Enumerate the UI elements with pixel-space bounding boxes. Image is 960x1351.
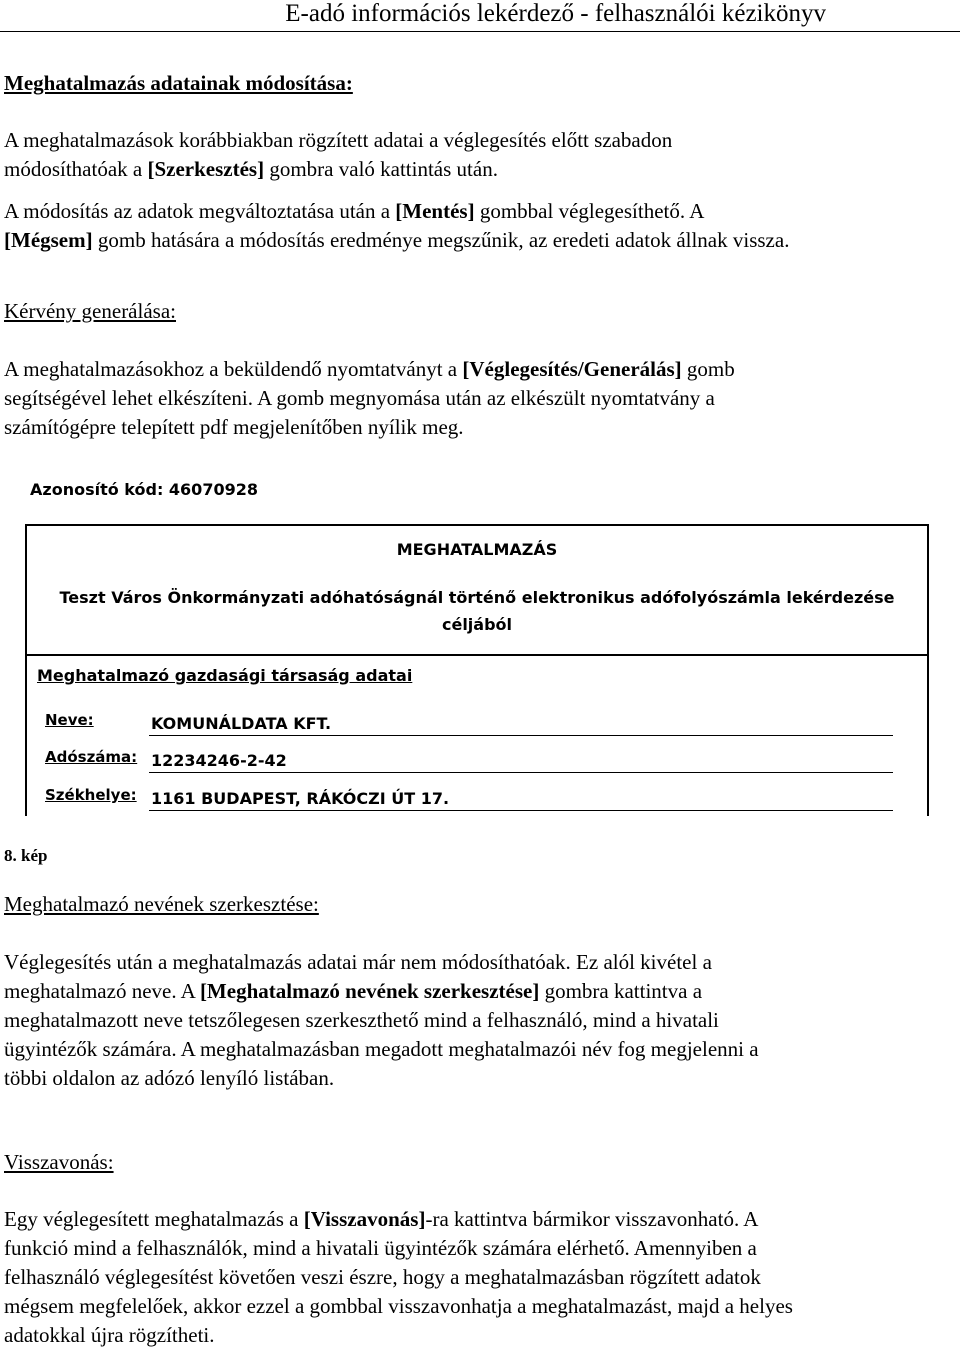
heading-rename: Meghatalmazó nevének szerkesztése:	[4, 892, 319, 916]
page-header-title: E-adó információs lekérdező - felhasználói kézikönyv	[285, 0, 826, 27]
paragraph-modify-2	[4, 197, 955, 255]
authorization-form-screenshot	[0, 470, 960, 816]
form-field-tax-number	[45, 747, 893, 773]
form-field-name	[45, 710, 893, 736]
form-field-address	[45, 785, 893, 811]
text-line: A meghatalmazásokhoz a beküldendő nyomtatványt a [Véglegesítés/Generálás] gomb	[4, 357, 735, 381]
text-line: [Mégsem] gomb hatására a módosítás eredménye megszűnik, az eredeti adatok állnak vissza.	[4, 228, 790, 252]
szerkesztes-button-ref: [Szerkesztés]	[147, 157, 265, 181]
text-line: módosíthatóak a [Szerkesztés] gombra való kattintás után.	[4, 157, 498, 181]
form-field-value: KOMUNÁLDATA KFT.	[149, 713, 893, 736]
megsem-button-ref: [Mégsem]	[4, 228, 93, 252]
form-field-label: Székhelye:	[45, 786, 137, 804]
heading-generate: Kérvény generálása:	[4, 299, 176, 323]
form-field-value: 1161 BUDAPEST, RÁKÓCZI ÚT 17.	[149, 788, 893, 811]
form-subtitle: Teszt Város Önkormányzati adóhatóságnál történő elektronikus adófolyószámla lekérdezése céljából	[59, 588, 895, 634]
figure-caption: 8. kép	[4, 846, 48, 865]
text-line: segítségével lehet elkészíteni. A gomb megnyomása után az elkészült nyomtatvány a	[4, 386, 715, 410]
paragraph-modify-1	[4, 126, 955, 184]
paragraph-revoke	[4, 1205, 955, 1350]
text-line: meghatalmazó neve. A [Meghatalmazó nevének szerkesztése] gombra kattintva a	[4, 979, 703, 1003]
form-field-label: Adószáma:	[45, 748, 138, 766]
heading-modify: Meghatalmazás adatainak módosítása:	[4, 71, 353, 95]
text-line: Véglegesítés után a meghatalmazás adatai már nem módosíthatóak. Ez alól kivétel a	[4, 950, 712, 974]
header-divider	[0, 31, 960, 32]
heading-revoke: Visszavonás:	[4, 1150, 114, 1174]
text-line: funkció mind a felhasználók, mind a hivatali ügyintézők számára elérhető. Amennyiben a	[4, 1236, 757, 1260]
text-line: ügyintézők számára. A meghatalmazásban megadott meghatalmazói név fog megjelenni a	[4, 1037, 759, 1061]
form-divider	[27, 654, 927, 656]
paragraph-generate	[4, 355, 955, 442]
text-line: Egy véglegesített meghatalmazás a [Visszavonás]-ra kattintva bármikor visszavonható. A	[4, 1207, 759, 1231]
generalas-button-ref: [Véglegesítés/Generálás]	[462, 357, 682, 381]
text-line: adatokkal újra rögzítheti.	[4, 1323, 215, 1347]
text-line: felhasználó véglegesítést követően veszi észre, hogy a meghatalmazásban rögzített adatok	[4, 1265, 761, 1289]
text-line: többi oldalon az adózó lenyíló listában.	[4, 1066, 335, 1090]
text-line: számítógépre telepített pdf megjelenítőben nyílik meg.	[4, 415, 464, 439]
form-field-label: Neve:	[45, 711, 94, 729]
form-frame	[25, 524, 929, 816]
paragraph-rename	[4, 948, 955, 1093]
mentes-button-ref: [Mentés]	[395, 199, 475, 223]
visszavonas-button-ref: [Visszavonás]	[303, 1207, 426, 1231]
text-line: A módosítás az adatok megváltoztatása után a [Mentés] gombbal véglegesíthető. A	[4, 199, 705, 223]
text-line: mégsem megfelelőek, akkor ezzel a gombbal visszavonhatja a meghatalmazást, majd a helyes	[4, 1294, 793, 1318]
form-id-code: Azonosító kód: 46070928	[30, 480, 258, 499]
form-section-heading: Meghatalmazó gazdasági társaság adatai	[37, 666, 413, 685]
form-title: MEGHATALMAZÁS	[396, 540, 558, 559]
text-line: A meghatalmazások korábbiakban rögzített adatai a véglegesítés előtt szabadon	[4, 128, 673, 152]
text-line: meghatalmazott neve tetszőlegesen szerkeszthető mind a felhasználó, mind a hivatali	[4, 1008, 719, 1032]
form-field-value: 12234246-2-42	[149, 750, 893, 773]
rename-button-ref: [Meghatalmazó nevének szerkesztése]	[199, 979, 540, 1003]
